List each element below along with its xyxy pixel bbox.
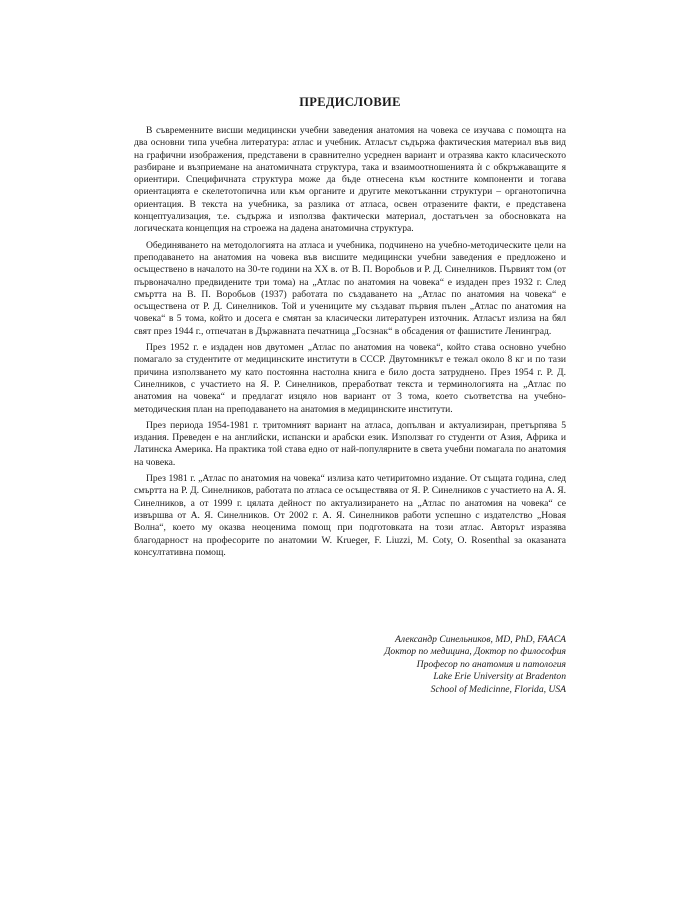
author-degree: Доктор по медицина, Доктор по философия bbox=[384, 646, 566, 658]
paragraph-5: През 1981 г. „Атлас по анатомия на човека“ излиза като четиритомно издание. От същата година, след смъртта на Р. Д. Синелников, работата по атласа се осъществява от Я. Р. Синелников с участието на А. Я. Синелников, а от 1999 г. цялата дейност по актуализирането на „Атлас по анатомия на човека“ се извършва от А. Я. Синелников. От 2002 г. А. Я. Синелников работи успешно с издателство „Новая Волна“, което му оказва неоценима помощ при подготовката на този атлас. Авторът изразява благодарност на професорите по анатомии W. Krueger, F. Liuzzi, M. Coty, O. Rosenthal за оказаната консултативна помощ. bbox=[134, 473, 566, 558]
paragraph-4: През периода 1954-1981 г. тритомният вариант на атласа, допълван и актуализиран, претърпява 5 издания. Преведен е на английски, испански и арабски език. Използват го студенти от Азия, Африка и Латинска Америка. На практика той става едно от най-популярните в света учебни помагала по анатомия на човека. bbox=[134, 419, 566, 468]
signature-block bbox=[206, 634, 566, 696]
author-name: Александр Синельников, MD, PhD, FAACA bbox=[395, 634, 566, 645]
author-school: School of Medicinne, Florida, USA bbox=[430, 683, 566, 695]
author-position: Професор по анатомия и патология bbox=[416, 658, 566, 670]
paragraph-3: През 1952 г. е издаден нов двутомен „Атлас по анатомия на човека“, който става основно учебно помагало за студентите от медицинските институти в СССР. Двутомникът е тежал около 8 кг и по тази причина използването му като постоянна настолна книга е било доста затруднено. През 1954 г. Р. Д. Синелников, с участието на Я. Р. Синелников, преработват текста и терминологията на „Атлас по анатомия на човека“ и предлагат изцяло нов вариант от 3 тома, което съответства на учебно-методическия план на преподаването на анатомия в медицинските институти. bbox=[134, 342, 566, 415]
paragraph-1: В съвременните висши медицински учебни заведения анатомия на човека се изучава с помощта на два основни типа учебна литература: атлас и учебник. Атласът съдържа фактическия материал във вид на графични изображения, представени в сравнително усреднен вариант и отразява както класическото разбиране и възприемане на анатомичната структура, така и взаимоотношенията ѝ с обкръжаващите я ориентири. Специфичната структура може да бъде отнесена към костните компоненти и тогава ориентацията е скелетотопична или към органите и другите мекотъканни структури – органотопична ориентация. В текста на учебника, за разлика от атласа, освен отразените факти, е представена концептуализация, т.е. съдържа и използва фактически материал, достатъчен за обосновката на логическата концепция на строежа на дадена анатомична структура. bbox=[134, 125, 566, 235]
author-institution: Lake Erie University at Bradenton bbox=[433, 671, 566, 683]
paragraph-2: Обединяването на методологията на атласа и учебника, подчинено на учебно-методическите цели на преподаването на анатомия на човека във висшите медицински учебни заведения е предложено и осъществено в началото на 30-те години на XX в. от В. П. Воробьов и Р. Д. Синелников. Първият том (от първоначално предвидените три тома) на „Атлас по анатомия на човека“ е издаден през 1932 г. След смъртта на В. П. Воробьов (1937) работата по създаването на „Атлас по анатомия на човека“ е осъществена от Р. Д. Синелников. Той и учениците му създават първия пълен „Атлас по анатомия на човека“ в 5 тома, който и досега е смятан за класически литературен източник. Атласът излиза на бял свят през 1944 г., отпечатан в Държавната печатница „Госзнак“ в обсадения от фашистите Ленинград. bbox=[134, 239, 566, 337]
body-text bbox=[134, 125, 566, 563]
page-title: ПРЕДИСЛОВИЕ bbox=[299, 95, 401, 109]
